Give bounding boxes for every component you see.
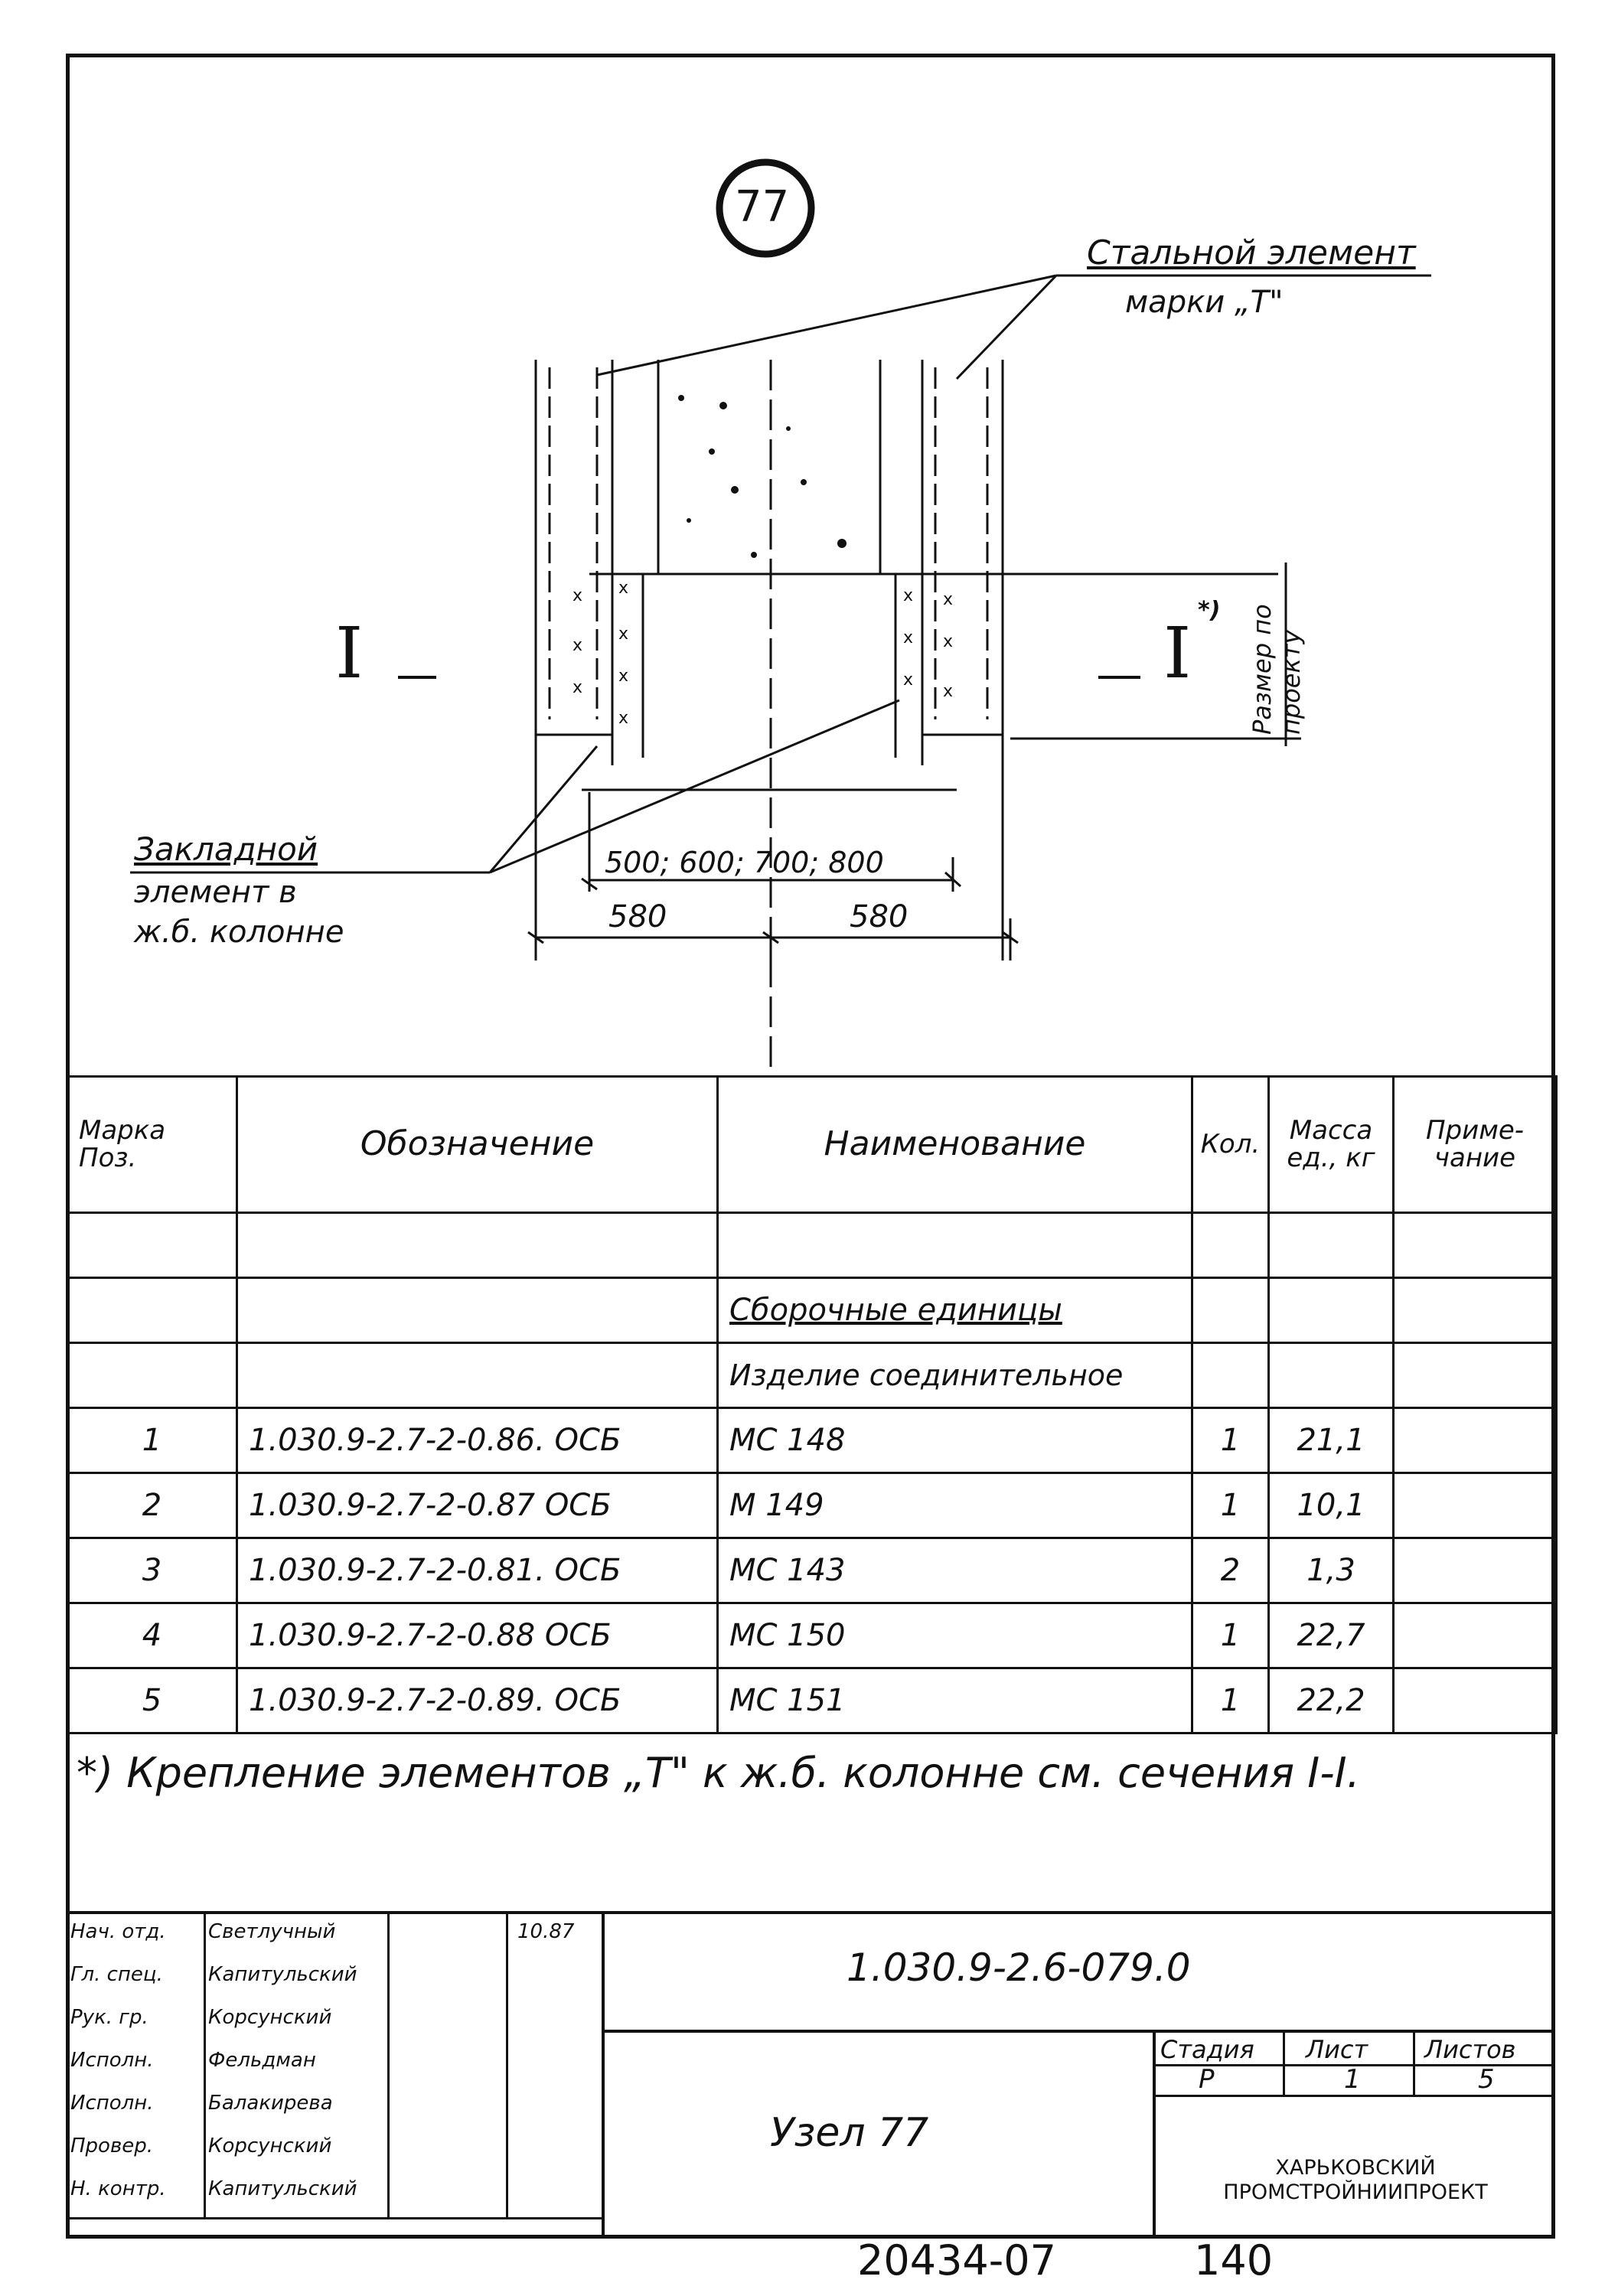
steel-element-left [536, 360, 612, 960]
organization: ХАРЬКОВСКИЙ ПРОМСТРОЙНИИПРОЕКТ [1223, 2156, 1488, 2205]
sheets-label: Листов [1424, 2035, 1516, 2064]
row-pos: 5 [67, 1668, 237, 1733]
row-note [1394, 1603, 1557, 1668]
row-name: МС 150 [718, 1603, 1192, 1668]
row-mass: 21,1 [1269, 1408, 1394, 1473]
leader-steel-2 [957, 276, 1056, 379]
svg-text:x: x [903, 586, 914, 605]
svg-text:x: x [572, 586, 583, 605]
row-qty: 1 [1192, 1668, 1269, 1733]
svg-text:x: x [572, 678, 583, 697]
row-note [1394, 1473, 1557, 1538]
embedded-label-line3: ж.б. колонне [134, 915, 344, 950]
sheet-title: Узел 77 [770, 2110, 929, 2156]
row-qty: 2 [1192, 1538, 1269, 1603]
table-row [67, 1473, 1557, 1538]
svg-text:x: x [943, 682, 954, 701]
row-name: МС 148 [718, 1408, 1192, 1473]
row-name: МС 151 [718, 1668, 1192, 1733]
embedded-label-line2: элемент в [134, 875, 297, 910]
table-row [67, 1408, 1557, 1473]
row-mass: 22,2 [1269, 1668, 1394, 1733]
leader-embedded-1 [490, 746, 597, 872]
svg-text:x: x [943, 590, 954, 609]
row-pos: 1 [67, 1408, 237, 1473]
embedded-elements [536, 574, 1003, 765]
svg-text:x: x [618, 709, 629, 728]
sheet-label: Лист [1306, 2035, 1368, 2064]
page-number: 140 [1194, 2236, 1274, 2285]
node-drawing [0, 0, 1618, 1071]
leader-steel-1 [597, 276, 1056, 375]
svg-text:x: x [618, 625, 629, 644]
row-designation: 1.030.9-2.7-2-0.89. ОСБ [237, 1668, 718, 1733]
row-mass: 10,1 [1269, 1473, 1394, 1538]
row-note [1394, 1538, 1557, 1603]
steel-label-line2: марки „Т" [1125, 285, 1284, 320]
row-designation: 1.030.9-2.7-2-0.81. ОСБ [237, 1538, 718, 1603]
signature-row: Н. контр. Капитульский [70, 2177, 357, 2200]
row-qty: 1 [1192, 1408, 1269, 1473]
row-note [1394, 1408, 1557, 1473]
steel-element-right [922, 360, 1003, 960]
table-row [67, 1668, 1557, 1733]
dim-left-label: 580 [608, 899, 667, 934]
row-qty: 1 [1192, 1473, 1269, 1538]
sheets-value: 5 [1478, 2064, 1495, 2095]
sheet-value: 1 [1344, 2064, 1361, 2095]
signature-row: Нач. отд. Светлучный 10.87 [70, 1920, 575, 1943]
svg-text:x: x [572, 636, 583, 655]
table-row [67, 1538, 1557, 1603]
table-row-group-title [67, 1278, 1557, 1343]
footnote: *) Крепление элементов „Т" к ж.б. колонне см. сечения I-I. [77, 1749, 1360, 1797]
signature-row: Провер. Корсунский [70, 2135, 332, 2157]
signature-row: Гл. спец. Капитульский [70, 1963, 357, 1986]
dim-right-label: 580 [850, 899, 908, 934]
header-note: Приме- чание [1394, 1077, 1557, 1213]
header-mass: Масса ед., кг [1269, 1077, 1394, 1213]
header-qty: Кол. [1192, 1077, 1269, 1213]
row-name: М 149 [718, 1473, 1192, 1538]
row-pos: 3 [67, 1538, 237, 1603]
svg-text:x: x [903, 670, 914, 690]
section-right-footnote-mark: *) [1198, 597, 1221, 624]
table-row-group-subtitle [67, 1343, 1557, 1408]
header-designation: Обозначение [237, 1077, 718, 1213]
table-row-empty [67, 1213, 1557, 1278]
specification-table [66, 1075, 1558, 1734]
archive-number: 20434-07 [857, 2236, 1056, 2285]
signature-row: Исполн. Фельдман [70, 2049, 316, 2072]
signature-row: Исполн. Балакирева [70, 2092, 333, 2115]
table-header-row [67, 1077, 1557, 1213]
row-pos: 2 [67, 1473, 237, 1538]
node-number: 77 [735, 182, 790, 232]
group-subtitle: Изделие соединительное [718, 1343, 1192, 1408]
svg-text:x: x [903, 628, 914, 647]
group-title: Сборочные единицы [718, 1278, 1192, 1343]
concrete-hatch [678, 395, 847, 558]
row-mass: 22,7 [1269, 1603, 1394, 1668]
table-row [67, 1603, 1557, 1668]
row-note [1394, 1668, 1557, 1733]
steel-label-line1: Стальной элемент [1087, 233, 1416, 272]
row-pos: 4 [67, 1603, 237, 1668]
svg-text:x: x [943, 632, 954, 651]
embedded-label-line1: Закладной [134, 830, 318, 868]
concrete-block [589, 360, 1278, 1071]
stage-label: Стадия [1160, 2035, 1254, 2064]
row-name: МС 143 [718, 1538, 1192, 1603]
date-mark: 10.87 [517, 1920, 575, 1943]
section-left-label: I [335, 612, 364, 694]
header-name: Наименование [718, 1077, 1192, 1213]
size-label: Размер по проекту [1248, 604, 1306, 735]
title-block [66, 1911, 1555, 2239]
row-designation: 1.030.9-2.7-2-0.88 ОСБ [237, 1603, 718, 1668]
dim-inner-label: 500; 600; 700; 800 [605, 846, 884, 879]
row-mass: 1,3 [1269, 1538, 1394, 1603]
document-code: 1.030.9-2.6-079.0 [847, 1945, 1191, 1990]
svg-text:x: x [618, 667, 629, 686]
stage-value: Р [1199, 2064, 1215, 2095]
header-mark: Марка Поз. [67, 1077, 237, 1213]
section-right-label: I [1163, 612, 1192, 694]
svg-text:x: x [618, 579, 629, 598]
row-qty: 1 [1192, 1603, 1269, 1668]
row-designation: 1.030.9-2.7-2-0.87 ОСБ [237, 1473, 718, 1538]
signature-row: Рук. гр. Корсунский [70, 2006, 332, 2029]
row-designation: 1.030.9-2.7-2-0.86. ОСБ [237, 1408, 718, 1473]
